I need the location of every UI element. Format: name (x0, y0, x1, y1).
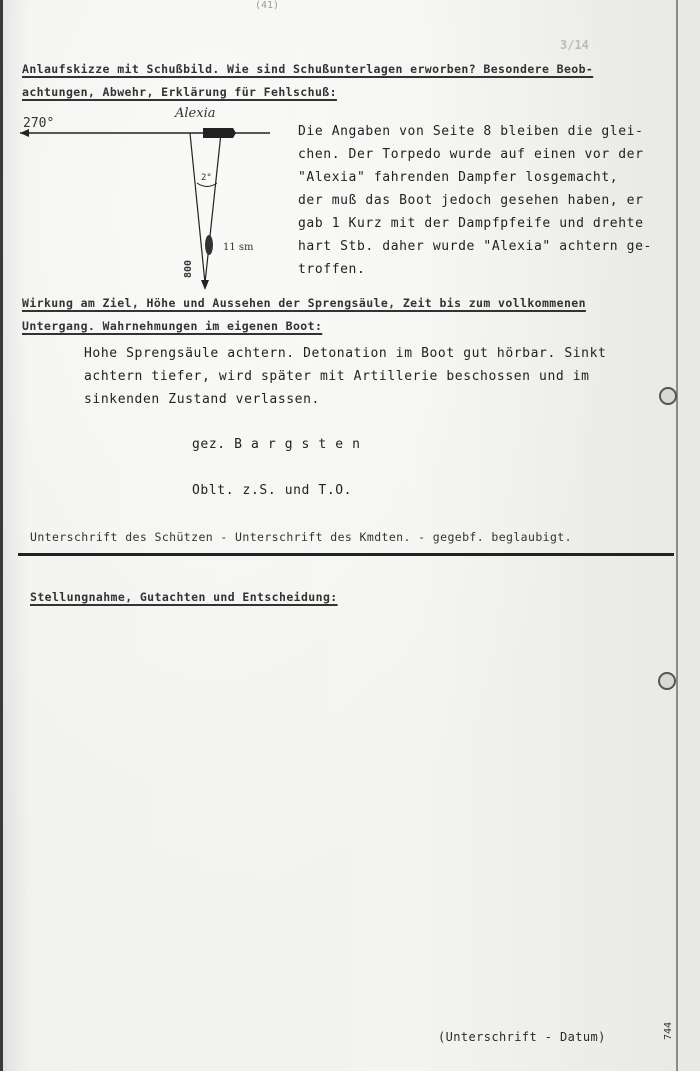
signature-line-caption: Unterschrift des Schützen - Unterschrift des Kmdten. - gegebf. beglaubigt. (30, 530, 572, 544)
signature-date-caption: (Unterschrift - Datum) (438, 1030, 606, 1044)
punch-hole-icon (659, 387, 677, 405)
angle-arc (197, 183, 217, 187)
effect-text-line: Hohe Sprengsäule achtern. Detonation im Boot gut hörbar. Sinkt (84, 346, 607, 361)
ship-icon (203, 128, 236, 138)
effect-text-line: achtern tiefer, wird später mit Artillerie beschossen und im (84, 369, 590, 384)
text-line: chen. Der Torpedo wurde auf einen vor der (298, 147, 644, 162)
text-line: hart Stb. daher wurde "Alexia" achtern ge- (298, 239, 652, 254)
sketch-heading-line2: achtungen, Abwehr, Erklärung für Fehlschuß: (22, 85, 337, 99)
signature-rank: Oblt. z.S. und T.O. (192, 483, 353, 498)
effect-heading-line2: Untergang. Wahrnehmungen im eigenen Boot: (22, 319, 323, 333)
effect-heading-line1: Wirkung am Ziel, Höhe und Aussehen der Sprengsäule, Zeit bis zum vollkommenen (22, 296, 586, 310)
section-divider (18, 553, 674, 556)
text-line: troffen. (298, 262, 366, 277)
punch-hole-icon (658, 672, 676, 690)
text-line: gab 1 Kurz mit der Dampfpfeife und drehte (298, 216, 644, 231)
arrow-icon (201, 280, 209, 290)
text-line: "Alexia" fahrenden Dampfer losgemacht, (298, 170, 619, 185)
top-mark: (41) (255, 0, 280, 11)
page-edge (0, 0, 3, 1071)
speed-label: 11 sm (223, 242, 254, 253)
text-line: der muß das Boot jedoch gesehen haben, er (298, 193, 644, 208)
opinion-heading: Stellungnahme, Gutachten und Entscheidung: (30, 590, 338, 604)
margin-rule (676, 0, 678, 1071)
course-label: 270° (23, 116, 55, 131)
sight-line (205, 133, 221, 283)
effect-text-line: sinkenden Zustand verlassen. (84, 392, 320, 407)
attack-sketch (15, 100, 275, 300)
page-stamp: 744 (663, 1021, 674, 1040)
signature-name: gez. B a r g s t e n (192, 437, 361, 452)
target-label: Alexia (175, 106, 216, 121)
text-line: Die Angaben von Seite 8 bleiben die glei- (298, 124, 644, 139)
range-label: 800 (183, 259, 194, 278)
angle-label: 2° (201, 173, 212, 183)
corner-mark: 3/14 (560, 38, 589, 52)
sketch-heading-line1: Anlaufskizze mit Schußbild. Wie sind Schußunterlagen erworben? Besondere Beob- (22, 62, 594, 76)
uboat-icon (205, 235, 213, 255)
